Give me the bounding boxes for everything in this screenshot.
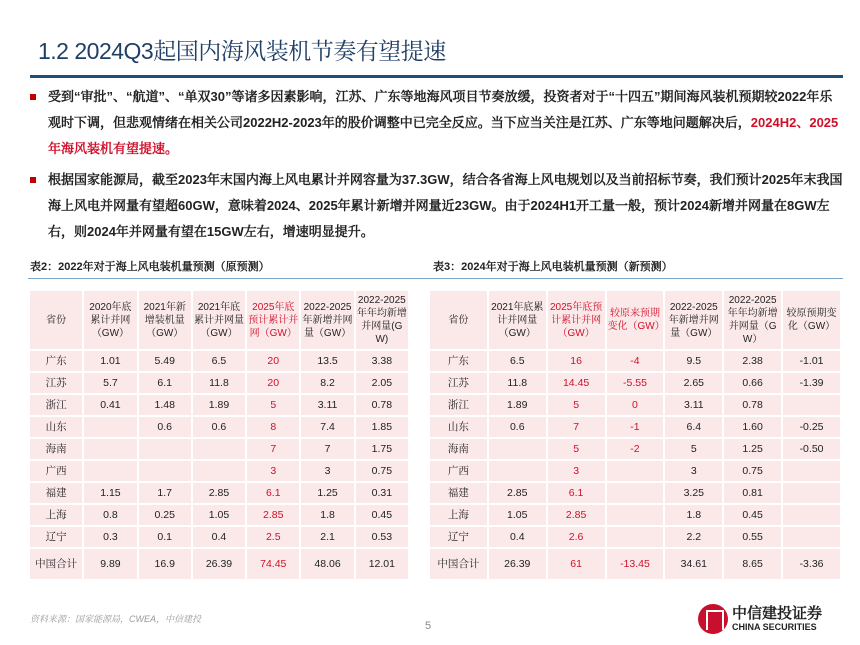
table-cell: 0.66 — [724, 373, 781, 393]
bullet-item — [28, 84, 843, 162]
bullet-text: 受到“审批”、“航道”、“单双30”等诸多因素影响，江苏、广东等地海风项目节奏放缓，投资者对于“十四五”期间海风装机预期较2022年乐观时下调，但悲观情绪在相关公司2022H2-2023年的股价调整中已完全反应。当下应当关注是江苏、广东等地问题解决后， — [48, 89, 833, 130]
column-header: 2020年底累计并网（GW） — [84, 291, 136, 349]
table-cell: 3 — [665, 461, 722, 481]
table-cell: 江苏 — [30, 373, 82, 393]
table-cell: 2.1 — [301, 527, 353, 547]
table-cell: 1.85 — [356, 417, 408, 437]
table-cell: 0.78 — [724, 395, 781, 415]
table-cell: -3.36 — [783, 549, 840, 579]
table-cell: 1.75 — [356, 439, 408, 459]
table-cell: 0.1 — [139, 527, 191, 547]
table-cell — [607, 527, 664, 547]
table-cell: 辽宁 — [430, 527, 487, 547]
table-cell: 3 — [301, 461, 353, 481]
table-row — [30, 527, 408, 547]
table-cell — [607, 505, 664, 525]
table-cell: 6.4 — [665, 417, 722, 437]
tables-row — [28, 289, 843, 581]
column-header: 2025年底预计累计并网（GW） — [548, 291, 605, 349]
table-cell: 0.45 — [356, 505, 408, 525]
bullet-square-icon — [30, 177, 36, 183]
table-cell — [607, 461, 664, 481]
table-cell: 74.45 — [247, 549, 299, 579]
table2-caption: 表2：2022年对于海上风电装机量预测（原预测） — [30, 261, 270, 273]
column-header: 省份 — [430, 291, 487, 349]
table-cell: 0 — [607, 395, 664, 415]
table-cell: 0.78 — [356, 395, 408, 415]
table-cell: 3 — [247, 461, 299, 481]
table-cell: 0.6 — [139, 417, 191, 437]
table-cell: 1.25 — [301, 483, 353, 503]
table3-caption: 表3：2024年对于海上风电装机量预测（新预测） — [433, 261, 673, 273]
table-cell: 3 — [548, 461, 605, 481]
table-cell: 5.49 — [139, 351, 191, 371]
table-row — [430, 439, 840, 459]
table-2024-forecast — [428, 289, 842, 581]
bullet-square-icon — [30, 94, 36, 100]
table-cell: 0.55 — [724, 527, 781, 547]
table-cell: 广西 — [30, 461, 82, 481]
table-cell: 2.38 — [724, 351, 781, 371]
column-header: 省份 — [30, 291, 82, 349]
table-cell: 8 — [247, 417, 299, 437]
table-cell: 中国合计 — [430, 549, 487, 579]
table-cell: 6.5 — [489, 351, 546, 371]
bullet-item — [28, 167, 843, 245]
column-header: 2021年底累计并网量（GW） — [193, 291, 245, 349]
table-cell: 0.4 — [489, 527, 546, 547]
table-cell: 7.4 — [301, 417, 353, 437]
table-cell: 2.2 — [665, 527, 722, 547]
table-cell: 2.6 — [548, 527, 605, 547]
bullet-text: 根据国家能源局，截至2023年末国内海上风电累计并网容量为37.3GW，结合各省海上风电规划以及当前招标节奏，我们预计2025年末我国海上风电并网量有望超60GW，意味着2024、2025年累计新增并网量近23GW。由于2024H1开工量一般，预计2024新增并网量在8GW左右，则2024年并网量有望在15GW左右，增速明显提升。 — [48, 172, 843, 239]
table-cell: 江苏 — [430, 373, 487, 393]
column-header: 2022-2025年年均新增并网量（GW） — [724, 291, 781, 349]
table-cell: 0.8 — [84, 505, 136, 525]
table-row — [30, 395, 408, 415]
table-cell: 广东 — [430, 351, 487, 371]
table-cell: 1.05 — [489, 505, 546, 525]
table-cell — [139, 461, 191, 481]
table-cell: 16.9 — [139, 549, 191, 579]
table-cell: 2.65 — [665, 373, 722, 393]
column-header: 2025年底预计累计并网（GW） — [247, 291, 299, 349]
table-cell — [139, 439, 191, 459]
table-cell — [489, 461, 546, 481]
table-cell: 浙江 — [30, 395, 82, 415]
table-row — [30, 461, 408, 481]
table-cell: 0.75 — [724, 461, 781, 481]
table-cell: 26.39 — [489, 549, 546, 579]
table-row — [30, 439, 408, 459]
table-cell: 1.15 — [84, 483, 136, 503]
title-divider — [30, 75, 843, 78]
table-cell: 5 — [548, 439, 605, 459]
table-cell: 浙江 — [430, 395, 487, 415]
company-logo — [698, 604, 822, 634]
header-row — [430, 291, 840, 349]
table-cell: 7 — [247, 439, 299, 459]
table-cell: 3.11 — [301, 395, 353, 415]
table-cell: 0.4 — [193, 527, 245, 547]
page-number: 5 — [425, 620, 432, 632]
table-cell — [84, 439, 136, 459]
table-cell: 2.85 — [247, 505, 299, 525]
logo-cn: 中信建投证券 — [732, 605, 823, 622]
table-cell: 61 — [548, 549, 605, 579]
source-note: 资料来源：国家能源局，CWEA，中信建投 — [30, 614, 202, 624]
table-row — [430, 527, 840, 547]
table-cell: 16 — [548, 351, 605, 371]
caption-row — [28, 260, 843, 279]
table-row — [430, 351, 840, 371]
table-cell — [193, 439, 245, 459]
table-cell: 0.31 — [356, 483, 408, 503]
table-cell — [193, 461, 245, 481]
table-cell: 0.25 — [139, 505, 191, 525]
table-2022-forecast — [28, 289, 410, 581]
table-row — [30, 351, 408, 371]
table-cell: -13.45 — [607, 549, 664, 579]
table-cell: -1.39 — [783, 373, 840, 393]
table-cell — [783, 483, 840, 503]
table-cell: 海南 — [430, 439, 487, 459]
table-row — [430, 373, 840, 393]
table-cell: 1.89 — [489, 395, 546, 415]
table-cell — [84, 461, 136, 481]
table-cell — [84, 417, 136, 437]
table-cell: 2.05 — [356, 373, 408, 393]
column-header: 较原预期变化（GW） — [783, 291, 840, 349]
table-cell: 1.7 — [139, 483, 191, 503]
table-cell — [783, 527, 840, 547]
table-cell: 0.41 — [84, 395, 136, 415]
table-cell: 0.53 — [356, 527, 408, 547]
table-cell: 2.85 — [548, 505, 605, 525]
table-cell: 0.81 — [724, 483, 781, 503]
table-cell: 广东 — [30, 351, 82, 371]
table-cell: 1.89 — [193, 395, 245, 415]
table-cell — [783, 461, 840, 481]
table-row — [30, 373, 408, 393]
table-row — [430, 395, 840, 415]
table-cell: 上海 — [30, 505, 82, 525]
table-cell: 3.11 — [665, 395, 722, 415]
table-cell: 9.89 — [84, 549, 136, 579]
table-row — [30, 505, 408, 525]
table-cell: 2.85 — [193, 483, 245, 503]
table-cell: 6.5 — [193, 351, 245, 371]
table-cell: 2.5 — [247, 527, 299, 547]
table-cell: 广西 — [430, 461, 487, 481]
page-title: 1.2 2024Q3起国内海风装机节奏有望提速 — [38, 38, 446, 64]
table-row — [430, 461, 840, 481]
table-cell: 7 — [301, 439, 353, 459]
table-row — [430, 505, 840, 525]
table-cell: 14.45 — [548, 373, 605, 393]
bullet-list — [28, 84, 843, 250]
table-cell: 7 — [548, 417, 605, 437]
table-cell: 11.8 — [489, 373, 546, 393]
table-cell: -1 — [607, 417, 664, 437]
table-row — [30, 417, 408, 437]
table-cell: 0.75 — [356, 461, 408, 481]
table-cell: 5 — [548, 395, 605, 415]
table-cell: -5.55 — [607, 373, 664, 393]
table-cell: 5 — [665, 439, 722, 459]
table-cell: 0.45 — [724, 505, 781, 525]
table-cell: 0.3 — [84, 527, 136, 547]
table-cell: 26.39 — [193, 549, 245, 579]
table-cell: 5 — [247, 395, 299, 415]
table-cell: 2.85 — [489, 483, 546, 503]
table-cell — [489, 439, 546, 459]
table-cell: 20 — [247, 373, 299, 393]
column-header: 2021年新增装机量（GW） — [139, 291, 191, 349]
table-cell: 中国合计 — [30, 549, 82, 579]
table-cell: 福建 — [430, 483, 487, 503]
table-cell: 1.01 — [84, 351, 136, 371]
column-header: 2022-2025年年均新增并网量(GW) — [356, 291, 408, 349]
table-cell: 5.7 — [84, 373, 136, 393]
table-cell: 海南 — [30, 439, 82, 459]
table-cell: 20 — [247, 351, 299, 371]
table-cell: 3.25 — [665, 483, 722, 503]
table-cell: 11.8 — [193, 373, 245, 393]
table-cell: 8.2 — [301, 373, 353, 393]
logo-mark-icon — [698, 604, 728, 634]
table-cell: 1.60 — [724, 417, 781, 437]
table-cell: -1.01 — [783, 351, 840, 371]
column-header: 较原来预期变化（GW） — [607, 291, 664, 349]
table-cell: 山东 — [30, 417, 82, 437]
table-cell: -4 — [607, 351, 664, 371]
table-row — [430, 417, 840, 437]
table-cell: 9.5 — [665, 351, 722, 371]
table-cell: 3.38 — [356, 351, 408, 371]
table-cell: 12.01 — [356, 549, 408, 579]
table-row — [30, 549, 408, 579]
table-cell: 34.61 — [665, 549, 722, 579]
table-cell: 1.25 — [724, 439, 781, 459]
table-cell: -2 — [607, 439, 664, 459]
footer — [30, 604, 845, 640]
logo-en: CHINA SECURITIES — [732, 622, 817, 632]
table-cell: 0.6 — [489, 417, 546, 437]
table-cell: 6.1 — [548, 483, 605, 503]
table-cell: 1.05 — [193, 505, 245, 525]
table-cell: 13.5 — [301, 351, 353, 371]
table-cell: 1.48 — [139, 395, 191, 415]
column-header: 2021年底累计并网量（GW） — [489, 291, 546, 349]
table-cell — [607, 483, 664, 503]
table-cell: -0.25 — [783, 417, 840, 437]
table-cell: 1.8 — [665, 505, 722, 525]
table-row — [430, 549, 840, 579]
table-cell: 福建 — [30, 483, 82, 503]
table-row — [30, 483, 408, 503]
table-cell: -0.50 — [783, 439, 840, 459]
column-header: 2022-2025年新增并网量（GW） — [301, 291, 353, 349]
table-cell: 6.1 — [139, 373, 191, 393]
content — [28, 84, 843, 581]
column-header: 2022-2025年新增并网量（GW） — [665, 291, 722, 349]
table-cell: 48.06 — [301, 549, 353, 579]
header-row — [30, 291, 408, 349]
table-cell: 0.6 — [193, 417, 245, 437]
bullet-highlight: 2024H2、2025年海风装机有望提速。 — [48, 115, 839, 156]
table-cell: 1.8 — [301, 505, 353, 525]
table-cell: 6.1 — [247, 483, 299, 503]
table-cell: 辽宁 — [30, 527, 82, 547]
table-row — [430, 483, 840, 503]
table-cell — [783, 395, 840, 415]
table-cell: 上海 — [430, 505, 487, 525]
table-cell: 山东 — [430, 417, 487, 437]
table-cell — [783, 505, 840, 525]
table-cell: 8.65 — [724, 549, 781, 579]
